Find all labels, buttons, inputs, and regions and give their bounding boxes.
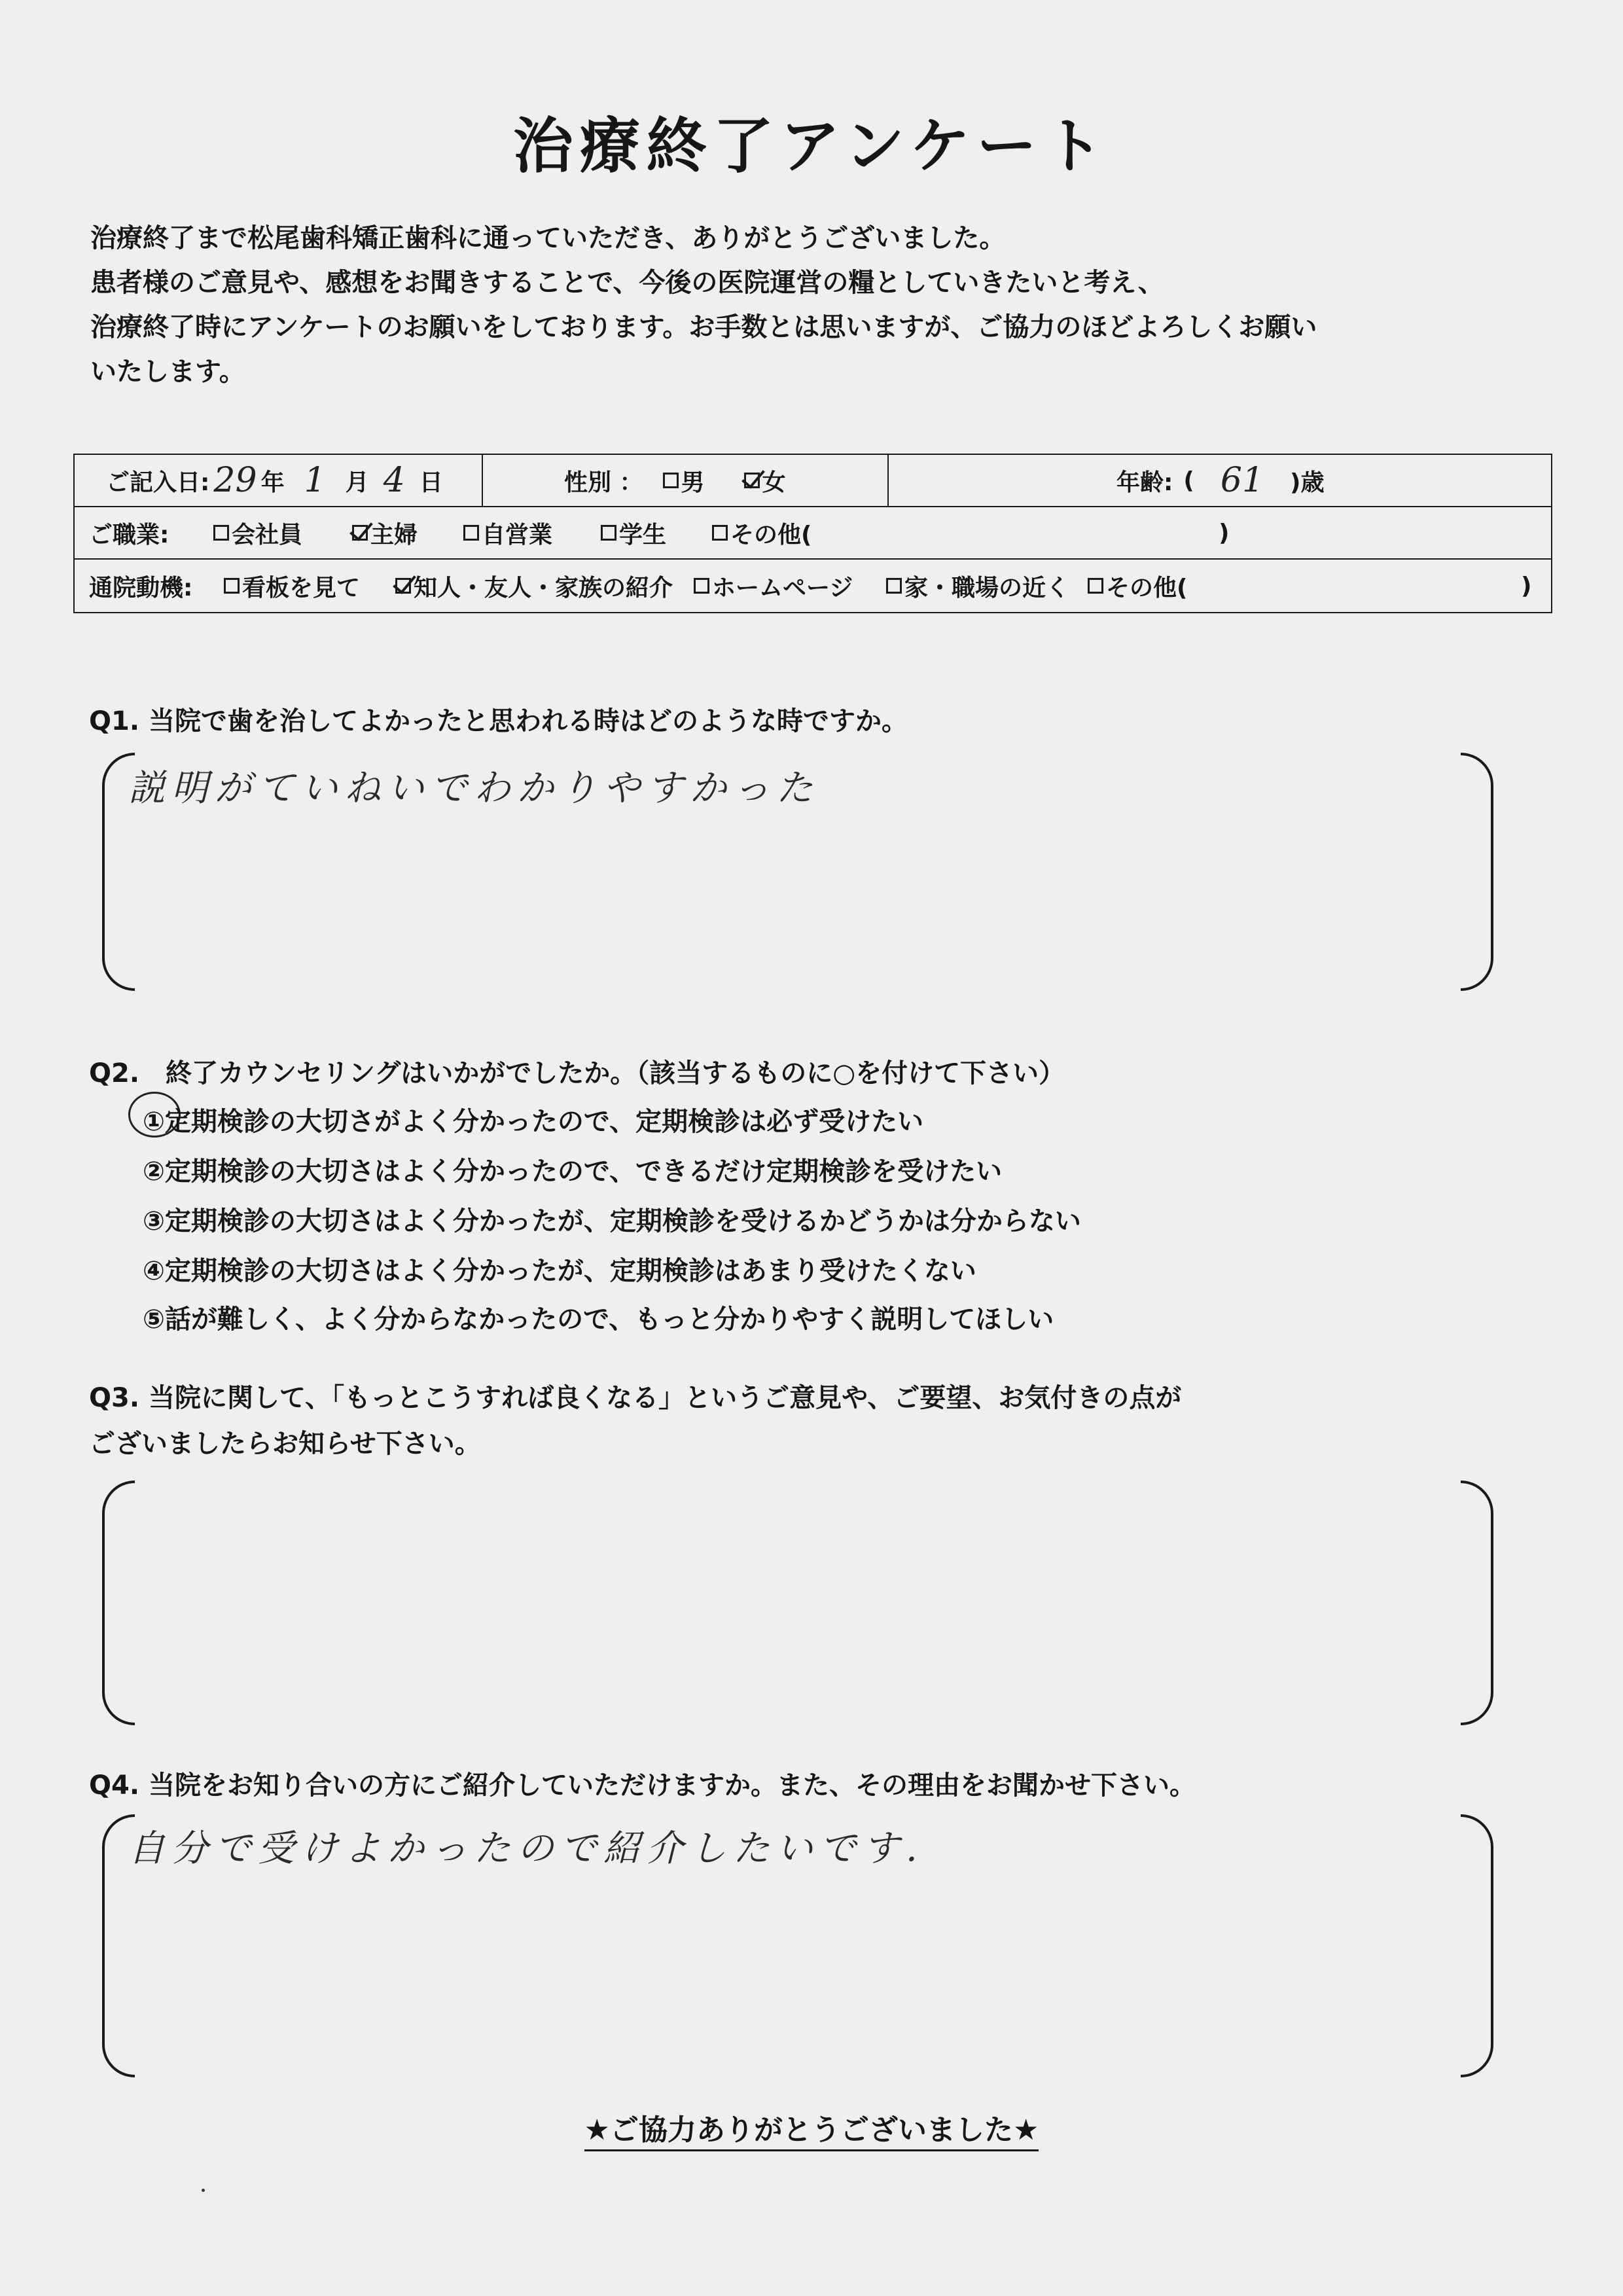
gender-label: 性別 ：	[564, 469, 643, 496]
page-title: 治療終了アンケート	[512, 111, 1111, 181]
checkbox-checked-icon[interactable]	[352, 525, 368, 541]
info-row-motive	[75, 560, 1551, 612]
checkbox-checked-icon[interactable]	[744, 473, 760, 488]
day-label: 日	[419, 469, 443, 496]
q3-answer-bracket-left	[102, 1480, 135, 1725]
job-option-label: その他(	[730, 521, 812, 548]
q1-answer-bracket-right	[1461, 753, 1493, 991]
q2-choice-4[interactable]: ④定期検診の大切さはよく分かったが、定期検診はあまり受けたくない	[143, 1256, 976, 1286]
checkbox-icon[interactable]	[663, 473, 679, 488]
intro-line: 治療終了まで松尾歯科矯正歯科に通っていただき、ありがとうございました。	[90, 223, 1006, 253]
age-label: 年齢:	[1116, 469, 1173, 496]
gender-field	[564, 455, 786, 506]
job-option-label: 主婦	[370, 521, 418, 548]
table-divider	[887, 455, 889, 506]
motive-other-close: )	[1521, 572, 1532, 600]
gender-male-label: 男	[681, 469, 705, 496]
age-field[interactable]	[1116, 455, 1325, 506]
job-option-label: 学生	[619, 521, 667, 548]
date-day-value[interactable]: 4	[383, 461, 405, 500]
motive-option-label: 看板を見て	[242, 574, 361, 601]
q2-choice-3[interactable]: ③定期検診の大切さはよく分かったが、定期検診を受けるかどうかは分からない	[143, 1206, 1081, 1236]
job-option-student[interactable]	[601, 507, 666, 558]
motive-option-label: ホームページ	[712, 574, 853, 601]
thanks-text: ★ご協力ありがとうございました★	[584, 2113, 1039, 2151]
motive-option-label: その他(	[1106, 574, 1188, 601]
motive-label: 通院動機:	[89, 574, 193, 601]
motive-option-other[interactable]	[1088, 560, 1187, 612]
info-row-basic	[75, 455, 1551, 507]
gender-female-label: 女	[762, 469, 786, 496]
table-divider	[482, 455, 483, 506]
q4-answer[interactable]: 自分で受けよかったので紹介したいです.	[128, 1827, 924, 1870]
patient-info-table	[73, 454, 1552, 613]
checkbox-icon[interactable]	[463, 525, 479, 541]
thanks-message	[0, 2106, 1623, 2148]
age-value[interactable]: 61	[1220, 461, 1264, 500]
job-option-selfemployed[interactable]	[463, 507, 552, 558]
intro-text	[90, 216, 1550, 394]
job-option-other[interactable]	[712, 507, 812, 558]
q4-answer-bracket-right	[1461, 1814, 1493, 2077]
motive-option-referral[interactable]	[395, 560, 673, 612]
age-open-paren: (	[1183, 467, 1194, 494]
q4-question: Q4. 当院をお知り合いの方にご紹介していただけますか。また、その理由をお聞かせ下さい。	[89, 1770, 1196, 1801]
date-field[interactable]	[106, 455, 443, 506]
age-close: )歳	[1290, 469, 1325, 496]
q3-question-line2: ございましたらお知らせ下さい。	[89, 1429, 481, 1459]
q2-choice-5[interactable]: ⑤話が難しく、よく分からなかったので、もっと分かりやすく説明してほしい	[143, 1304, 1054, 1335]
q2-choice-2[interactable]: ②定期検診の大切さはよく分かったので、できるだけ定期検診を受けたい	[143, 1157, 1003, 1187]
q2-question: Q2. 終了カウンセリングはいかがでしたか。（該当するものに○を付けて下さい）	[89, 1058, 1065, 1088]
job-option-housewife[interactable]	[352, 507, 418, 558]
q1-question: Q1. 当院で歯を治してよかったと思われる時はどのような時ですか。	[89, 706, 908, 736]
intro-line: 治療終了時にアンケートのお願いをしております。お手数とは思いますが、ご協力のほどよろしくお願い	[90, 312, 1317, 342]
intro-line: いたします。	[90, 357, 245, 387]
motive-option-label: 家・職場の近く	[904, 574, 1070, 601]
job-label: ご職業:	[89, 521, 169, 548]
q3-question-line1: Q3. 当院に関して、「もっとこうすれば良くなる」というご意見や、ご要望、お気付きの点が	[89, 1383, 1182, 1413]
motive-option-nearby[interactable]	[886, 560, 1069, 612]
checkbox-icon[interactable]	[886, 578, 902, 594]
job-option-label: 会社員	[232, 521, 303, 548]
date-year-value[interactable]: 29	[213, 461, 257, 500]
checkbox-icon[interactable]	[601, 525, 616, 541]
checkbox-icon[interactable]	[213, 525, 229, 541]
info-row-occupation	[75, 507, 1551, 560]
job-option-label: 自営業	[482, 521, 553, 548]
checkbox-icon[interactable]	[224, 578, 240, 594]
job-option-company[interactable]	[213, 507, 302, 558]
q3-answer-bracket-right	[1461, 1480, 1493, 1725]
q1-answer[interactable]: 説明がていねいでわかりやすかった	[128, 767, 819, 810]
date-month-value[interactable]: 1	[304, 461, 326, 500]
checkbox-icon[interactable]	[694, 578, 709, 594]
gender-female-option[interactable]	[744, 464, 786, 497]
q2-choice-1[interactable]: ①定期検診の大切さがよく分かったので、定期検診は必ず受けたい	[143, 1107, 924, 1137]
gender-male-option[interactable]	[663, 464, 705, 497]
motive-option-label: 知人・友人・家族の紹介	[414, 574, 673, 601]
stray-mark	[202, 2189, 205, 2192]
checkbox-checked-icon[interactable]	[395, 578, 411, 594]
motive-option-homepage[interactable]	[694, 560, 853, 612]
job-other-close: )	[1219, 519, 1230, 547]
date-label: ご記入日:	[106, 469, 210, 496]
motive-option-sign[interactable]	[224, 560, 360, 612]
checkbox-icon[interactable]	[1088, 578, 1103, 594]
month-label: 月	[345, 469, 369, 496]
checkbox-icon[interactable]	[712, 525, 728, 541]
year-label: 年	[260, 469, 285, 496]
intro-line: 患者様のご意見や、感想をお聞きすることで、今後の医院運営の糧としていきたいと考え、	[90, 268, 1164, 298]
